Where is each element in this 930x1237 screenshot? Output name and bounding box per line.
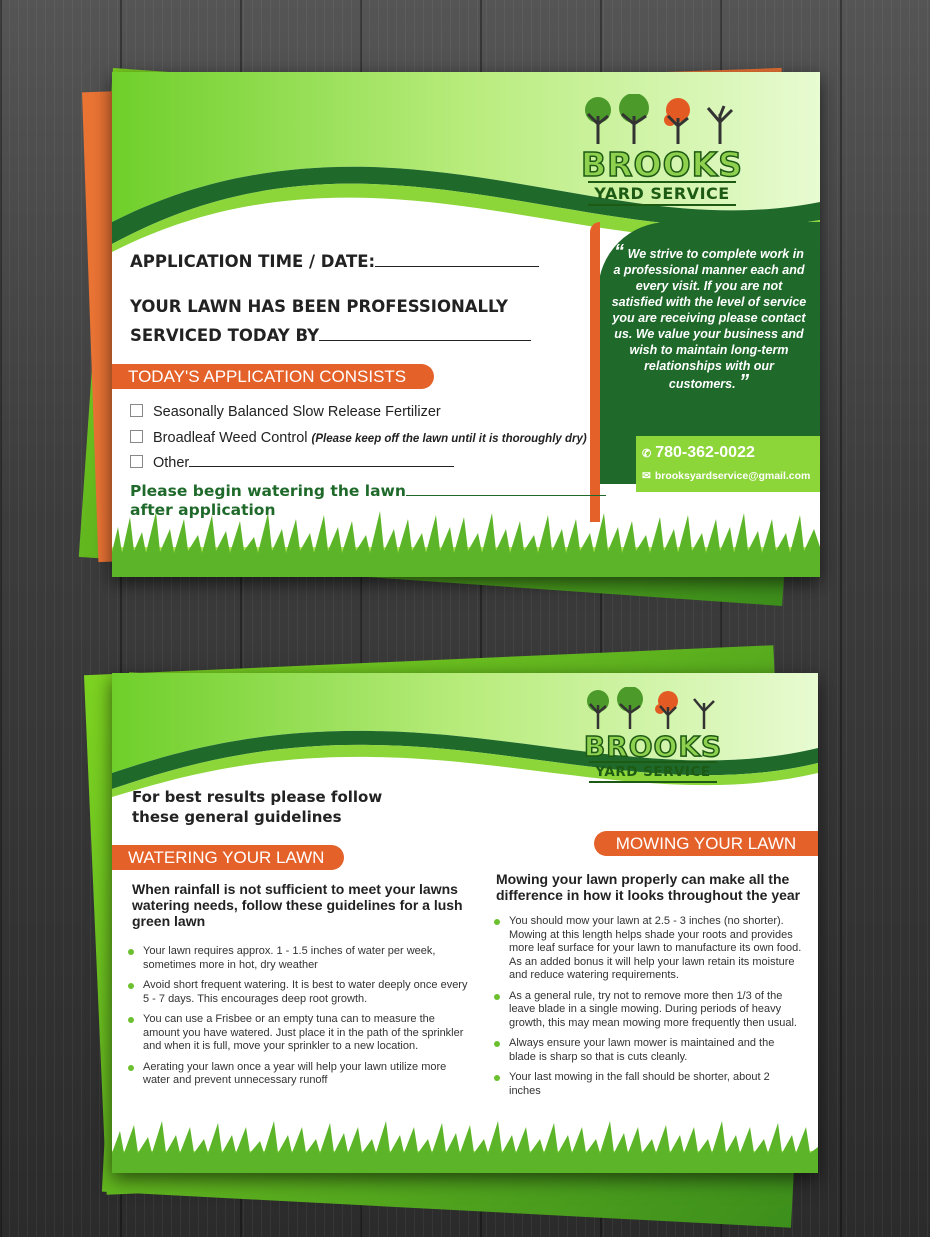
watering-tab: WATERING YOUR LAWN: [112, 845, 344, 870]
checklist-item: [130, 430, 587, 446]
mowing-heading: Mowing your lawn properly can make all the difference in how it looks throughout the year: [496, 871, 801, 903]
list-item: As a general rule, try not to remove more then 1/3 of the leave blade in a single mowing. During periods of heavy growth, this may mean mowing more frequently then usual.: [492, 990, 802, 1031]
intro-line-2: these general guidelines: [132, 808, 342, 826]
brand-logo: [578, 687, 728, 780]
contact-box: [636, 436, 820, 492]
phone-icon: ✆: [642, 448, 652, 460]
front-card: [112, 72, 820, 577]
watering-heading: When rainfall is not sufficient to meet your lawns watering needs, follow these guidelines for a lush green lawn: [132, 881, 463, 929]
list-item: Always ensure your lawn mower is maintained and the blade is sharp so that is cuts cleanly.: [492, 1037, 802, 1064]
application-time-label: APPLICATION TIME / DATE:: [130, 252, 376, 271]
mowing-tab: MOWING YOUR LAWN: [594, 831, 818, 856]
brand-tagline: YARD SERVICE: [588, 181, 735, 206]
checklist-label: Other: [153, 455, 190, 471]
serviced-by-line[interactable]: [319, 340, 531, 341]
quote-open-mark: “: [614, 241, 625, 263]
application-time-line[interactable]: [375, 266, 539, 267]
brand-name: BROOKS: [580, 145, 743, 184]
back-card: [112, 673, 818, 1173]
mowing-bullets: [492, 915, 802, 1105]
brand-tagline: YARD SERVICE: [589, 761, 716, 783]
checklist-label: Broadleaf Weed Control: [153, 430, 308, 446]
checkbox[interactable]: [130, 404, 143, 417]
grass-strip: [112, 1117, 818, 1173]
serviced-line-2: SERVICED TODAY BY: [130, 326, 320, 345]
list-item: You can use a Frisbee or an empty tuna can to measure the amount you have watered. Just place it in the path of the sprinkler and when it is full, move your sprinkler to a new location.: [126, 1013, 472, 1054]
watering-note-line-2: after application: [130, 501, 276, 519]
checkbox[interactable]: [130, 430, 143, 443]
grass-strip: [112, 507, 820, 577]
list-item: Your last mowing in the fall should be shorter, about 2 inches: [492, 1071, 802, 1098]
envelope-icon: ✉: [642, 470, 651, 482]
phone-number[interactable]: 780-362-0022: [655, 444, 755, 461]
list-item: Avoid short frequent watering. It is best to water deeply once every 5 - 7 days. This encourages deep root growth.: [126, 979, 472, 1006]
serviced-line-1: YOUR LAWN HAS BEEN PROFESSIONALLY: [130, 297, 508, 316]
checklist-label: Seasonally Balanced Slow Release Fertilizer: [153, 404, 441, 420]
quote-close-mark: ”: [739, 371, 750, 393]
watering-bullets: [126, 945, 472, 1095]
watering-line[interactable]: [406, 495, 606, 496]
trees-icon: [578, 687, 728, 731]
checklist-item: [130, 455, 454, 471]
other-line[interactable]: [189, 466, 454, 467]
brand-name: BROOKS: [583, 730, 723, 763]
email-address[interactable]: brooksyardservice@gmail.com: [654, 470, 811, 482]
quote-text: We strive to complete work in a professional manner each and every visit. If you are not satisfied with the level of service you are receiving please contact us. We value your business and wish to maintain long-term relationships with our customers.: [611, 247, 807, 391]
trees-icon: [574, 94, 750, 146]
consists-tab: TODAY'S APPLICATION CONSISTS OF: [112, 364, 434, 389]
checkbox[interactable]: [130, 455, 143, 468]
intro-line-1: For best results please follow: [132, 788, 383, 806]
checklist-item: [130, 404, 441, 420]
watering-note-line-1: Please begin watering the lawn: [130, 482, 406, 500]
list-item: You should mow your lawn at 2.5 - 3 inches (no shorter). Mowing at this length helps shade your roots and provides more leaf surface for your lawn to manufacture its own food. As an added bonus it will help your lawn retain its moisture and reduce watering requirements.: [492, 915, 802, 983]
brand-logo: [574, 94, 750, 204]
checklist-note: (Please keep off the lawn until it is thoroughly dry): [311, 433, 587, 445]
quote-panel-orange-edge: [590, 222, 600, 522]
list-item: Your lawn requires approx. 1 - 1.5 inches of water per week, sometimes more in hot, dry weather: [126, 945, 472, 972]
list-item: Aerating your lawn once a year will help your lawn utilize more water and prevent unnecessary runoff: [126, 1061, 472, 1088]
